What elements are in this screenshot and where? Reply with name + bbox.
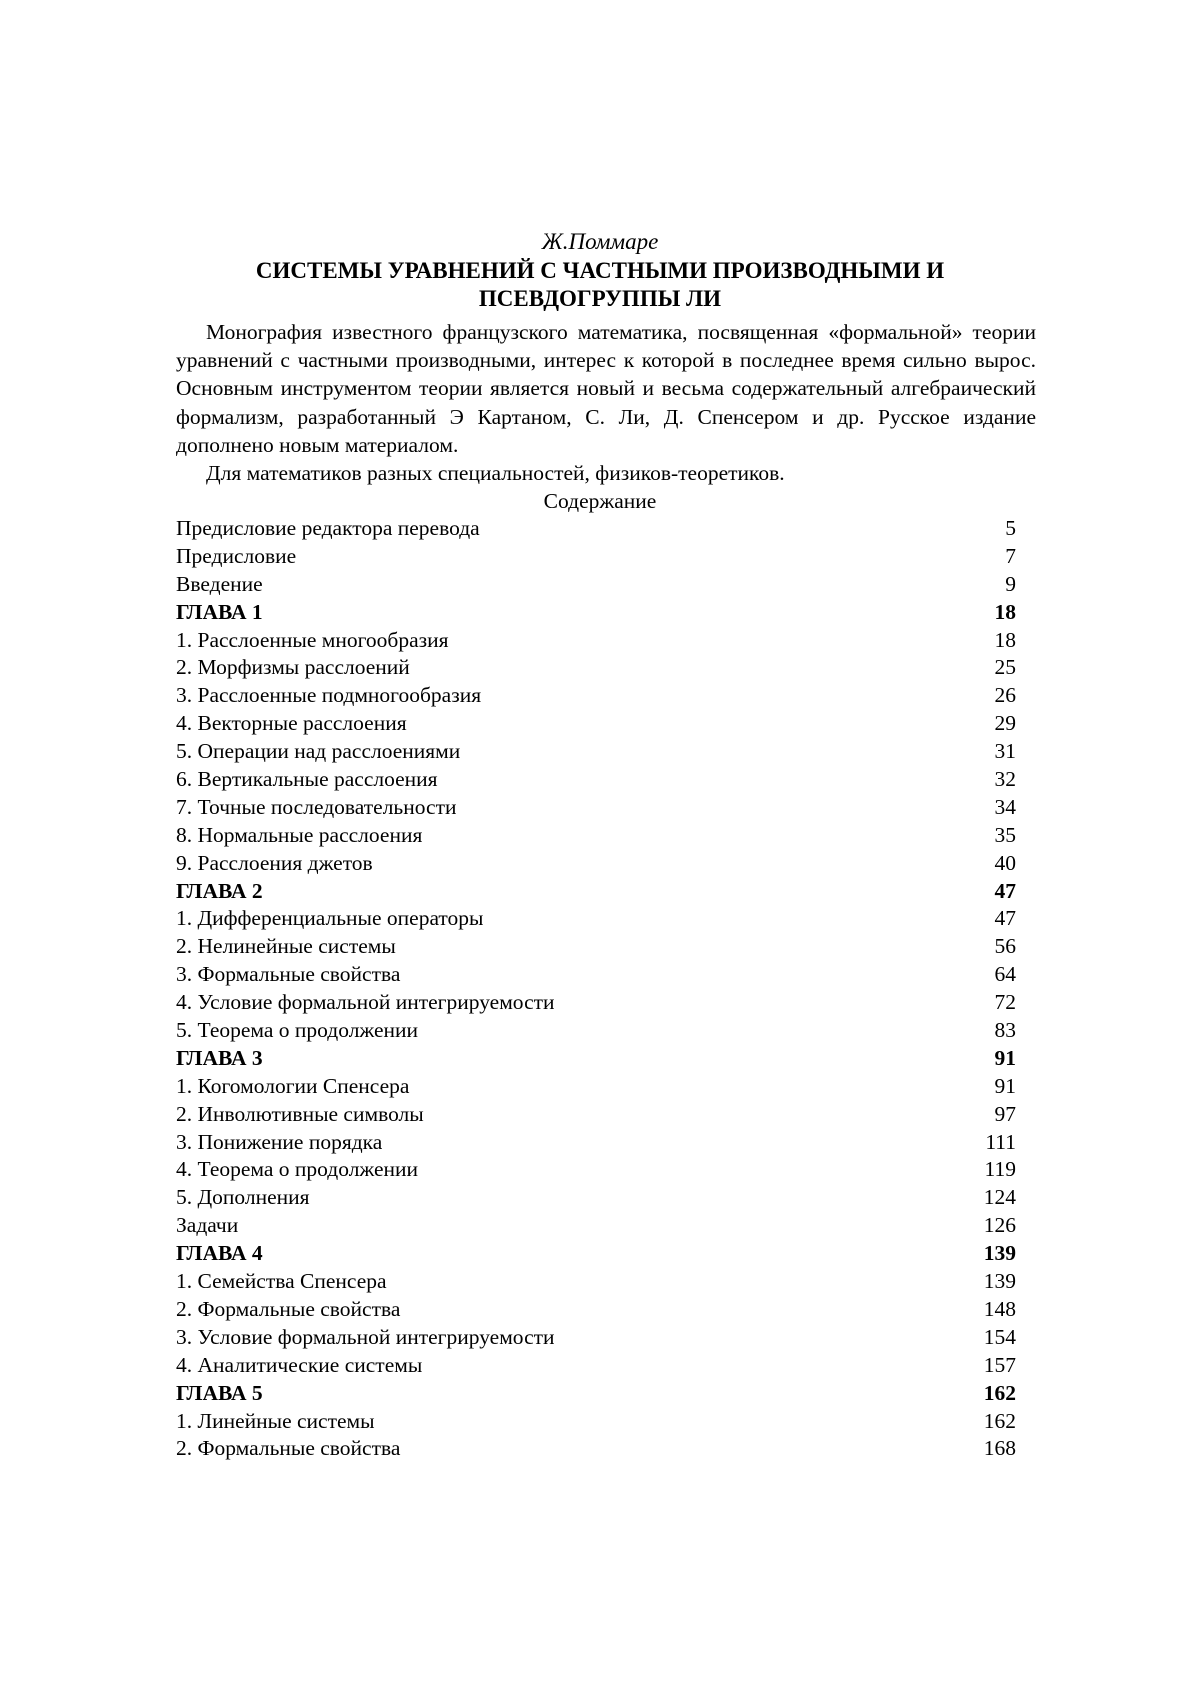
toc-entry-page: 139 (983, 1269, 1016, 1294)
toc-entry-page: 162 (983, 1408, 1016, 1433)
toc-entry-title: 3. Понижение порядка (176, 1129, 383, 1154)
toc-entry (176, 1212, 1016, 1240)
toc-entry-title: 2. Морфизмы расслоений (176, 655, 410, 680)
toc-entry-page: 157 (983, 1352, 1016, 1377)
abstract-paragraph: Монография известного французского математика, посвященная «формальной» теории уравнений с частными производными, интерес к которой в последнее время сильно вырос. Основным инструментом теории является новый и весьма содержательный алгебраический формализм, разработанный Э Картаном, С. Ли, Д. Спенсером и др. Русское издание дополнено новым материалом. (176, 320, 1036, 457)
toc-entry (176, 766, 1016, 794)
toc-entry-title: ГЛАВА 3 (176, 1045, 263, 1070)
toc-entry-page: 35 (994, 822, 1016, 847)
toc-entry-page: 26 (994, 683, 1016, 708)
toc-entry (176, 654, 1016, 682)
author-name: Ж.Поммаре (541, 229, 659, 254)
toc-entry-page: 29 (994, 711, 1016, 736)
table-of-contents (176, 515, 1016, 1463)
toc-entry-title: 3. Формальные свойства (176, 962, 401, 987)
toc-entry-title: 4. Векторные расслоения (176, 711, 407, 736)
toc-entry-title: 5. Теорема о продолжении (176, 1018, 419, 1043)
toc-entry (176, 1352, 1016, 1380)
toc-entry-title: 8. Нормальные расслоения (176, 822, 423, 847)
toc-entry (176, 1129, 1016, 1157)
toc-entry-title: 1. Когомологии Спенсера (176, 1073, 410, 1098)
toc-entry-title: 3. Расслоенные подмногообразия (176, 683, 482, 708)
toc-entry (176, 1408, 1016, 1436)
toc-entry (176, 1324, 1016, 1352)
toc-heading: Содержание (543, 489, 657, 513)
toc-entry-page: 34 (994, 794, 1016, 819)
toc-entry (176, 515, 1016, 543)
toc-entry (176, 933, 1016, 961)
toc-entry (176, 961, 1016, 989)
audience-note: Для математиков разных специальностей, физиков-теоретиков. (206, 461, 785, 485)
toc-entry (176, 1184, 1016, 1212)
toc-entry-page: 47 (994, 878, 1016, 903)
toc-entry-title: 3. Условие формальной интегрируемости (176, 1324, 555, 1349)
toc-entry (176, 1268, 1016, 1296)
toc-entry-page: 31 (994, 739, 1016, 764)
toc-entry-title: 2. Нелинейные системы (176, 934, 396, 959)
toc-entry-page: 91 (994, 1045, 1016, 1070)
toc-chapter-heading (176, 1380, 1016, 1408)
toc-entry-page: 119 (984, 1157, 1016, 1182)
toc-entry (176, 1017, 1016, 1045)
toc-entry (176, 710, 1016, 738)
toc-entry-page: 148 (983, 1296, 1016, 1321)
toc-entry-page: 32 (994, 767, 1016, 792)
toc-entry-title: 1. Линейные системы (176, 1408, 375, 1433)
toc-entry-title: 1. Дифференциальные операторы (176, 906, 484, 931)
toc-entry-title: 7. Точные последовательности (176, 794, 457, 819)
toc-entry-title: 2. Формальные свойства (176, 1296, 401, 1321)
toc-entry-page: 40 (994, 850, 1016, 875)
toc-entry-page: 7 (1005, 543, 1016, 568)
toc-entry-title: 5. Операции над расслоениями (176, 739, 461, 764)
toc-entry-title: ГЛАВА 5 (176, 1380, 263, 1405)
toc-entry-page: 97 (994, 1101, 1016, 1126)
toc-entry-title: Предисловие редактора перевода (176, 516, 480, 540)
toc-entry-title: 9. Расслоения джетов (176, 850, 373, 875)
toc-entry-page: 168 (983, 1436, 1016, 1461)
toc-entry (176, 571, 1016, 599)
toc-entry-title: 2. Формальные свойства (176, 1436, 401, 1461)
toc-entry-page: 139 (983, 1241, 1016, 1266)
toc-entry-title: ГЛАВА 1 (176, 599, 263, 624)
toc-entry (176, 1435, 1016, 1463)
toc-entry-page: 83 (994, 1018, 1016, 1043)
toc-entry-title: Предисловие (176, 543, 297, 568)
toc-entry (176, 822, 1016, 850)
toc-entry (176, 543, 1016, 571)
toc-entry-page: 25 (994, 655, 1016, 680)
abstract (176, 318, 1036, 459)
toc-entry (176, 738, 1016, 766)
toc-entry-title: 1. Расслоенные многообразия (176, 627, 449, 652)
toc-entry-title: 2. Инволютивные символы (176, 1101, 424, 1126)
toc-chapter-heading (176, 1045, 1016, 1073)
toc-entry-page: 18 (994, 627, 1016, 652)
toc-entry (176, 989, 1016, 1017)
toc-entry-title: 4. Аналитические системы (176, 1352, 423, 1377)
toc-entry-page: 18 (994, 599, 1016, 624)
toc-entry-page: 64 (994, 962, 1016, 987)
toc-entry-title: ГЛАВА 4 (176, 1241, 263, 1266)
toc-entry-page: 72 (994, 990, 1016, 1015)
toc-entry-page: 91 (994, 1073, 1016, 1098)
toc-entry (176, 850, 1016, 878)
toc-entry (176, 682, 1016, 710)
toc-entry-title: 6. Вертикальные расслоения (176, 767, 438, 792)
toc-entry-title: 1. Семейства Спенсера (176, 1269, 387, 1294)
toc-entry-title: 5. Дополнения (176, 1185, 310, 1210)
toc-entry-title: 4. Теорема о продолжении (176, 1157, 419, 1182)
toc-entry (176, 627, 1016, 655)
toc-entry (176, 794, 1016, 822)
toc-chapter-heading (176, 1240, 1016, 1268)
toc-entry-page: 124 (983, 1185, 1016, 1210)
toc-entry-page: 111 (985, 1129, 1016, 1154)
toc-chapter-heading (176, 599, 1016, 627)
toc-entry (176, 1101, 1016, 1129)
toc-entry-title: Задачи (176, 1213, 239, 1238)
toc-entry-page: 47 (994, 906, 1016, 931)
toc-entry-page: 126 (983, 1213, 1016, 1238)
toc-entry-page: 162 (983, 1380, 1016, 1405)
toc-entry-page: 154 (983, 1324, 1016, 1349)
toc-entry-page: 56 (994, 934, 1016, 959)
book-title: СИСТЕМЫ УРАВНЕНИЙ С ЧАСТНЫМИ ПРОИЗВОДНЫМИ И ПСЕВДОГРУППЫ ЛИ (255, 258, 945, 311)
toc-chapter-heading (176, 878, 1016, 906)
toc-entry-page: 5 (1005, 516, 1016, 540)
toc-entry-title: ГЛАВА 2 (176, 878, 263, 903)
toc-entry-title: Введение (176, 571, 263, 596)
toc-entry (176, 1073, 1016, 1101)
toc-entry-title: 4. Условие формальной интегрируемости (176, 990, 555, 1015)
toc-entry-page: 9 (1005, 571, 1016, 596)
toc-entry (176, 905, 1016, 933)
toc-entry (176, 1156, 1016, 1184)
toc-entry (176, 1296, 1016, 1324)
